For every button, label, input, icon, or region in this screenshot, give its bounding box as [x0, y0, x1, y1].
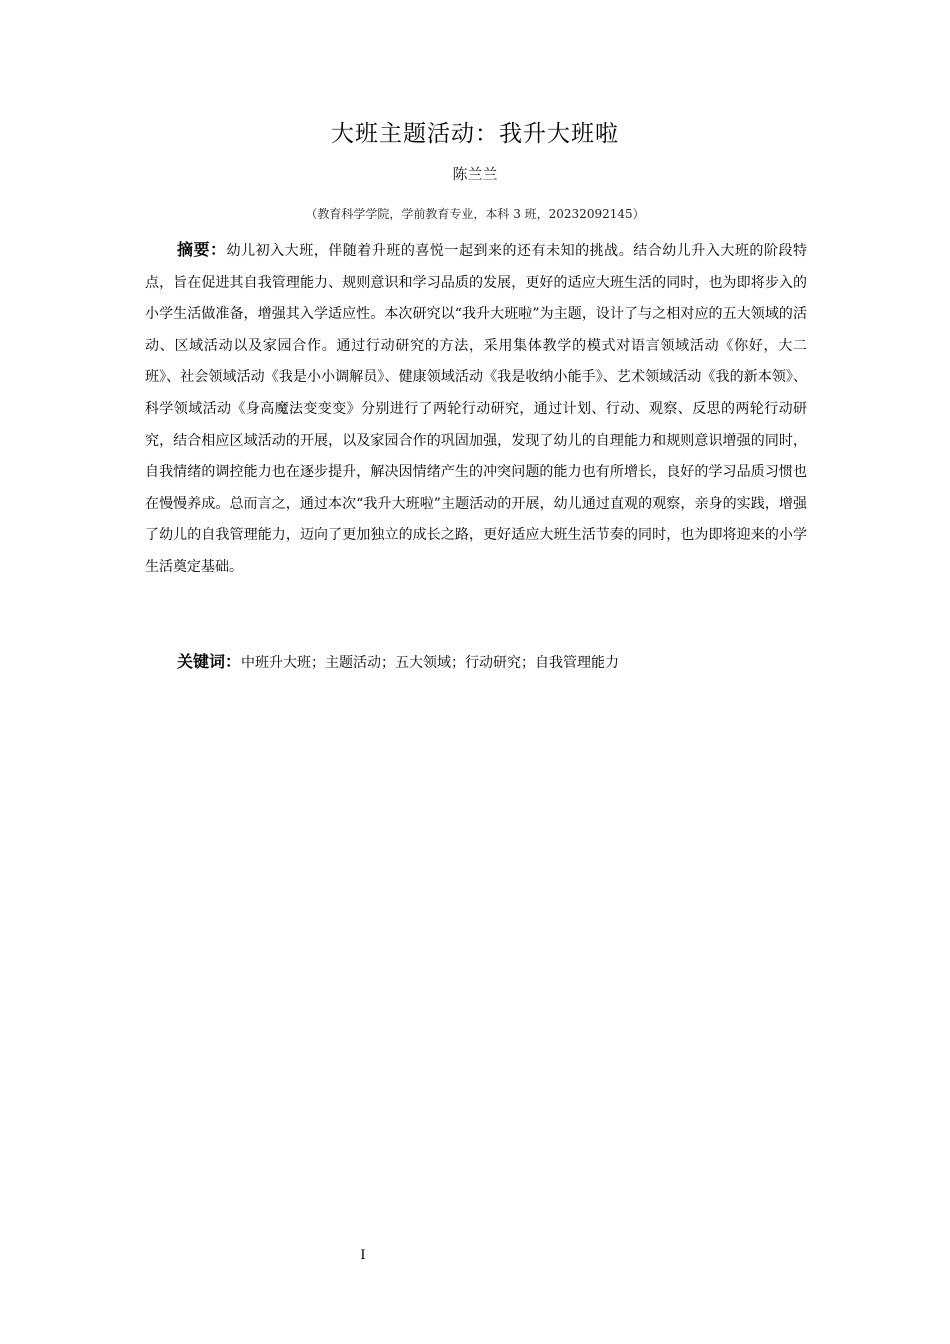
page-number: I: [360, 1248, 366, 1263]
abstract-text: 幼儿初入大班，伴随着升班的喜悦一起到来的还有未知的挑战。结合幼儿升入大班的阶段特点，旨在促进其自我管理能力、规则意识和学习品质的发展，更好的适应大班生活的同时，也为即将步入的小学生活做准备，增强其入学适应性。本次研究以“我升大班啦”为主题，设计了与之相对应的五大领域的活动、区域活动以及家园合作。通过行动研究的方法，采用集体教学的模式对语言领域活动《你好，大二班》、社会领域活动《我是小小调解员》、健康领域活动《我是收纳小能手》、艺术领域活动《我的新本领》、科学领域活动《身高魔法变变变》分别进行了两轮行动研究，通过计划、行动、观察、反思的两轮行动研究，结合相应区域活动的开展，以及家园合作的巩固加强，发现了幼儿的自理能力和规则意识增强的同时，自我情绪的调控能力也在逐步提升，解决因情绪产生的冲突问题的能力也有所增长，良好的学习品质习惯也在慢慢养成。总而言之，通过本次“我升大班啦”主题活动的开展，幼儿通过直观的观察，亲身的实践，增强了幼儿的自我管理能力，迈向了更加独立的成长之路，更好适应大班生活节奏的同时，也为即将迎来的小学生活奠定基础。: [145, 243, 807, 575]
author-name: 陈兰兰: [452, 165, 498, 183]
abstract-label: 摘要：: [177, 240, 227, 259]
keywords-text: 中班升大班；主题活动；五大领域；行动研究；自我管理能力: [241, 655, 620, 671]
paper-title: 大班主题活动：我升大班啦: [331, 121, 619, 147]
keywords-label: 关键词：: [177, 652, 242, 671]
keywords-paragraph: [145, 646, 807, 679]
author-affiliation: （教育科学学院，学前教育专业，本科 3 班，20232092145）: [305, 207, 645, 221]
abstract-paragraph: [145, 234, 807, 584]
